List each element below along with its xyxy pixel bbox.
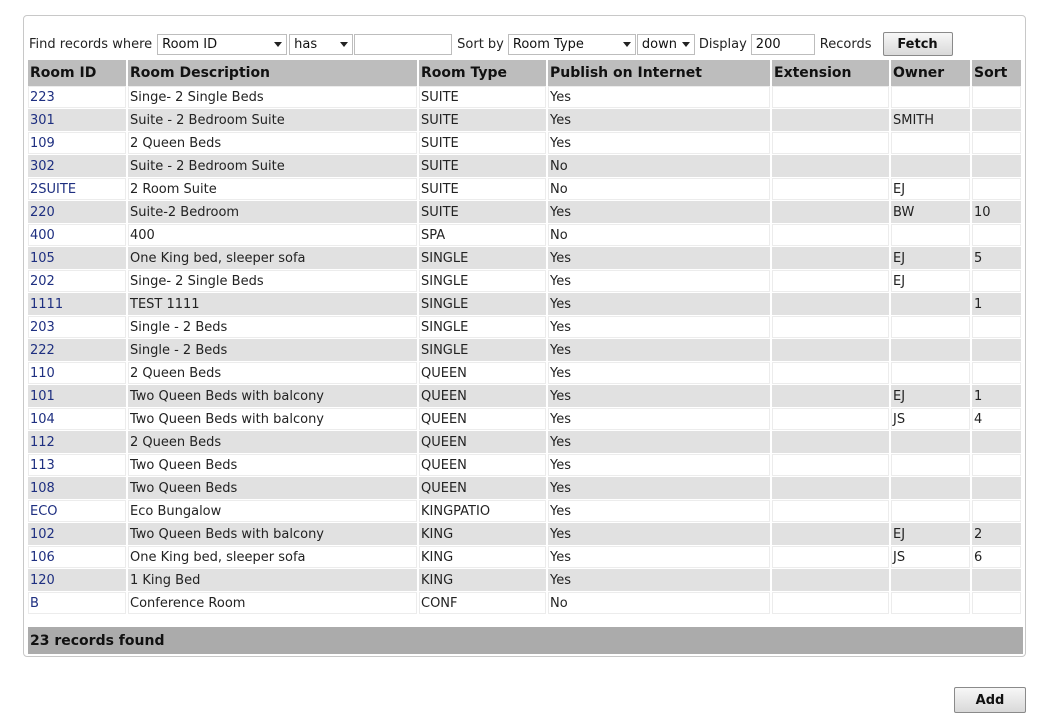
room-id-cell[interactable]: 400 bbox=[28, 224, 128, 247]
room-id-cell[interactable]: 223 bbox=[28, 86, 128, 109]
room-description-cell: 400 bbox=[128, 224, 419, 247]
sort-cell bbox=[972, 339, 1023, 362]
room-description-cell: Suite-2 Bedroom bbox=[128, 201, 419, 224]
operator-select[interactable] bbox=[289, 34, 353, 55]
table-row bbox=[28, 178, 1023, 201]
publish-on-internet-cell: No bbox=[548, 155, 772, 178]
room-id-cell[interactable]: B bbox=[28, 592, 128, 615]
room-type-cell: SINGLE bbox=[419, 339, 548, 362]
sort-cell bbox=[972, 224, 1023, 247]
room-id-cell[interactable]: 222 bbox=[28, 339, 128, 362]
table-row bbox=[28, 270, 1023, 293]
table-row bbox=[28, 109, 1023, 132]
sort-cell bbox=[972, 431, 1023, 454]
publish-on-internet-cell: No bbox=[548, 178, 772, 201]
room-description-cell: Singe- 2 Single Beds bbox=[128, 270, 419, 293]
room-type-cell: QUEEN bbox=[419, 362, 548, 385]
table-row bbox=[28, 339, 1023, 362]
column-header-extension[interactable]: Extension bbox=[772, 60, 891, 86]
extension-cell bbox=[772, 592, 891, 615]
table-row bbox=[28, 247, 1023, 270]
room-type-cell: SUITE bbox=[419, 109, 548, 132]
owner-cell: EJ bbox=[891, 523, 972, 546]
publish-on-internet-cell: Yes bbox=[548, 293, 772, 316]
sort-cell bbox=[972, 500, 1023, 523]
room-type-cell: KING bbox=[419, 569, 548, 592]
room-description-cell: 1 King Bed bbox=[128, 569, 419, 592]
table-row bbox=[28, 592, 1023, 615]
room-id-cell[interactable]: 104 bbox=[28, 408, 128, 431]
room-type-cell: QUEEN bbox=[419, 477, 548, 500]
room-type-cell: SINGLE bbox=[419, 293, 548, 316]
room-id-cell[interactable]: 1111 bbox=[28, 293, 128, 316]
owner-cell: SMITH bbox=[891, 109, 972, 132]
publish-on-internet-cell: Yes bbox=[548, 523, 772, 546]
extension-cell bbox=[772, 385, 891, 408]
publish-on-internet-cell: Yes bbox=[548, 431, 772, 454]
owner-cell bbox=[891, 86, 972, 109]
room-type-cell: KING bbox=[419, 546, 548, 569]
extension-cell bbox=[772, 500, 891, 523]
sort-direction-select[interactable] bbox=[637, 34, 695, 55]
extension-cell bbox=[772, 339, 891, 362]
extension-cell bbox=[772, 569, 891, 592]
room-description-cell: Conference Room bbox=[128, 592, 419, 615]
owner-cell: EJ bbox=[891, 178, 972, 201]
table-row bbox=[28, 546, 1023, 569]
table-row bbox=[28, 500, 1023, 523]
sort-cell bbox=[972, 155, 1023, 178]
owner-cell bbox=[891, 224, 972, 247]
owner-cell bbox=[891, 592, 972, 615]
extension-cell bbox=[772, 86, 891, 109]
chevron-down-icon bbox=[340, 42, 348, 47]
extension-cell bbox=[772, 178, 891, 201]
room-description-cell: 2 Queen Beds bbox=[128, 431, 419, 454]
fetch-button[interactable]: Fetch bbox=[883, 32, 953, 56]
room-type-cell: KINGPATIO bbox=[419, 500, 548, 523]
sort-cell: 1 bbox=[972, 385, 1023, 408]
sort-field-select[interactable] bbox=[508, 34, 636, 55]
room-type-cell: SUITE bbox=[419, 155, 548, 178]
owner-cell: EJ bbox=[891, 385, 972, 408]
rooms-table bbox=[28, 60, 1023, 615]
room-description-cell: Single - 2 Beds bbox=[128, 339, 419, 362]
room-description-cell: TEST 1111 bbox=[128, 293, 419, 316]
extension-cell bbox=[772, 477, 891, 500]
room-id-cell[interactable]: 220 bbox=[28, 201, 128, 224]
owner-cell bbox=[891, 569, 972, 592]
publish-on-internet-cell: Yes bbox=[548, 109, 772, 132]
field-select-value: Room ID bbox=[162, 36, 218, 52]
table-row bbox=[28, 155, 1023, 178]
room-description-cell: One King bed, sleeper sofa bbox=[128, 546, 419, 569]
sort-cell: 6 bbox=[972, 546, 1023, 569]
publish-on-internet-cell: Yes bbox=[548, 316, 772, 339]
publish-on-internet-cell: Yes bbox=[548, 385, 772, 408]
add-button[interactable]: Add bbox=[954, 687, 1026, 713]
extension-cell bbox=[772, 109, 891, 132]
sort-cell bbox=[972, 362, 1023, 385]
table-row bbox=[28, 86, 1023, 109]
sort-cell bbox=[972, 592, 1023, 615]
publish-on-internet-cell: Yes bbox=[548, 247, 772, 270]
publish-on-internet-cell: No bbox=[548, 592, 772, 615]
room-description-cell: 2 Room Suite bbox=[128, 178, 419, 201]
sort-cell bbox=[972, 178, 1023, 201]
display-label: Display bbox=[698, 36, 747, 52]
room-id-cell[interactable]: 108 bbox=[28, 477, 128, 500]
room-id-cell[interactable]: 2SUITE bbox=[28, 178, 128, 201]
room-id-cell[interactable]: 102 bbox=[28, 523, 128, 546]
room-description-cell: Two Queen Beds bbox=[128, 477, 419, 500]
room-id-cell[interactable]: 109 bbox=[28, 132, 128, 155]
sort-cell bbox=[972, 86, 1023, 109]
room-description-cell: 2 Queen Beds bbox=[128, 362, 419, 385]
extension-cell bbox=[772, 270, 891, 293]
table-row bbox=[28, 224, 1023, 247]
sort-cell bbox=[972, 109, 1023, 132]
publish-on-internet-cell: Yes bbox=[548, 500, 772, 523]
room-type-cell: SINGLE bbox=[419, 316, 548, 339]
owner-cell bbox=[891, 454, 972, 477]
room-type-cell: SUITE bbox=[419, 86, 548, 109]
extension-cell bbox=[772, 316, 891, 339]
room-description-cell: Singe- 2 Single Beds bbox=[128, 86, 419, 109]
room-description-cell: Two Queen Beds bbox=[128, 454, 419, 477]
table-row bbox=[28, 523, 1023, 546]
publish-on-internet-cell: No bbox=[548, 224, 772, 247]
sort-cell bbox=[972, 270, 1023, 293]
sort-cell bbox=[972, 454, 1023, 477]
owner-cell bbox=[891, 500, 972, 523]
owner-cell bbox=[891, 155, 972, 178]
chevron-down-icon bbox=[682, 42, 690, 47]
table-row bbox=[28, 454, 1023, 477]
room-description-cell: Two Queen Beds with balcony bbox=[128, 408, 419, 431]
extension-cell bbox=[772, 132, 891, 155]
publish-on-internet-cell: Yes bbox=[548, 477, 772, 500]
owner-cell: BW bbox=[891, 201, 972, 224]
room-id-cell[interactable]: 101 bbox=[28, 385, 128, 408]
sort-cell bbox=[972, 132, 1023, 155]
chevron-down-icon bbox=[274, 42, 282, 47]
column-header-owner[interactable]: Owner bbox=[891, 60, 972, 86]
sort-label: Sort by bbox=[457, 36, 504, 52]
sort-cell bbox=[972, 569, 1023, 592]
extension-cell bbox=[772, 523, 891, 546]
table-row bbox=[28, 316, 1023, 339]
table-row bbox=[28, 362, 1023, 385]
publish-on-internet-cell: Yes bbox=[548, 408, 772, 431]
room-id-cell[interactable]: 203 bbox=[28, 316, 128, 339]
owner-cell bbox=[891, 339, 972, 362]
extension-cell bbox=[772, 293, 891, 316]
room-id-cell[interactable]: 202 bbox=[28, 270, 128, 293]
table-row bbox=[28, 569, 1023, 592]
sort-cell: 4 bbox=[972, 408, 1023, 431]
table-row bbox=[28, 408, 1023, 431]
sort-cell: 10 bbox=[972, 201, 1023, 224]
room-description-cell: Two Queen Beds with balcony bbox=[128, 523, 419, 546]
table-row bbox=[28, 201, 1023, 224]
room-type-cell: SUITE bbox=[419, 132, 548, 155]
room-type-cell: QUEEN bbox=[419, 431, 548, 454]
sort-cell: 1 bbox=[972, 293, 1023, 316]
table-header-row bbox=[28, 60, 1023, 86]
publish-on-internet-cell: Yes bbox=[548, 454, 772, 477]
room-description-cell: One King bed, sleeper sofa bbox=[128, 247, 419, 270]
extension-cell bbox=[772, 454, 891, 477]
table-row bbox=[28, 293, 1023, 316]
room-id-cell[interactable]: 302 bbox=[28, 155, 128, 178]
room-description-cell: Single - 2 Beds bbox=[128, 316, 419, 339]
operator-select-value: has bbox=[294, 36, 318, 52]
room-id-cell[interactable]: 105 bbox=[28, 247, 128, 270]
room-description-cell: Suite - 2 Bedroom Suite bbox=[128, 155, 419, 178]
room-type-cell: CONF bbox=[419, 592, 548, 615]
room-id-cell[interactable]: 112 bbox=[28, 431, 128, 454]
room-type-cell: QUEEN bbox=[419, 385, 548, 408]
room-type-cell: SINGLE bbox=[419, 247, 548, 270]
sort-direction-value: down bbox=[641, 36, 677, 52]
records-count: 23 records found bbox=[28, 627, 1023, 654]
sort-cell bbox=[972, 316, 1023, 339]
room-type-cell: QUEEN bbox=[419, 408, 548, 431]
room-id-cell[interactable]: 106 bbox=[28, 546, 128, 569]
table-row bbox=[28, 477, 1023, 500]
column-header-room-description[interactable]: Room Description bbox=[128, 60, 419, 86]
extension-cell bbox=[772, 362, 891, 385]
publish-on-internet-cell: Yes bbox=[548, 270, 772, 293]
room-type-cell: SUITE bbox=[419, 201, 548, 224]
sort-cell: 2 bbox=[972, 523, 1023, 546]
extension-cell bbox=[772, 155, 891, 178]
column-header-room-type[interactable]: Room Type bbox=[419, 60, 548, 86]
chevron-down-icon bbox=[623, 42, 631, 47]
sort-cell bbox=[972, 477, 1023, 500]
room-description-cell: 2 Queen Beds bbox=[128, 132, 419, 155]
extension-cell bbox=[772, 408, 891, 431]
field-select[interactable] bbox=[157, 34, 287, 55]
sort-cell: 5 bbox=[972, 247, 1023, 270]
owner-cell: JS bbox=[891, 408, 972, 431]
extension-cell bbox=[772, 224, 891, 247]
sort-field-value: Room Type bbox=[512, 36, 584, 52]
publish-on-internet-cell: Yes bbox=[548, 339, 772, 362]
records-panel bbox=[23, 15, 1026, 657]
find-label: Find records where bbox=[29, 36, 153, 52]
room-type-cell: SPA bbox=[419, 224, 548, 247]
room-description-cell: Eco Bungalow bbox=[128, 500, 419, 523]
publish-on-internet-cell: Yes bbox=[548, 86, 772, 109]
room-type-cell: SUITE bbox=[419, 178, 548, 201]
owner-cell bbox=[891, 293, 972, 316]
table-row bbox=[28, 431, 1023, 454]
display-count-input[interactable]: 200 bbox=[751, 34, 815, 55]
room-description-cell: Suite - 2 Bedroom Suite bbox=[128, 109, 419, 132]
search-input[interactable] bbox=[354, 34, 452, 55]
room-id-cell[interactable]: 120 bbox=[28, 569, 128, 592]
extension-cell bbox=[772, 247, 891, 270]
owner-cell bbox=[891, 477, 972, 500]
column-header-publish[interactable]: Publish on Internet bbox=[548, 60, 772, 86]
column-header-room-id[interactable]: Room ID bbox=[28, 60, 128, 86]
room-type-cell: SINGLE bbox=[419, 270, 548, 293]
room-description-cell: Two Queen Beds with balcony bbox=[128, 385, 419, 408]
room-type-cell: QUEEN bbox=[419, 454, 548, 477]
column-header-sort[interactable]: Sort bbox=[972, 60, 1023, 86]
room-id-cell[interactable]: 113 bbox=[28, 454, 128, 477]
room-id-cell[interactable]: 110 bbox=[28, 362, 128, 385]
table-row bbox=[28, 385, 1023, 408]
owner-cell: JS bbox=[891, 546, 972, 569]
publish-on-internet-cell: Yes bbox=[548, 546, 772, 569]
publish-on-internet-cell: Yes bbox=[548, 132, 772, 155]
extension-cell bbox=[772, 431, 891, 454]
owner-cell: EJ bbox=[891, 270, 972, 293]
room-id-cell[interactable]: ECO bbox=[28, 500, 128, 523]
table-row bbox=[28, 132, 1023, 155]
records-label: Records bbox=[819, 36, 872, 52]
publish-on-internet-cell: Yes bbox=[548, 362, 772, 385]
publish-on-internet-cell: Yes bbox=[548, 201, 772, 224]
owner-cell bbox=[891, 431, 972, 454]
owner-cell bbox=[891, 362, 972, 385]
filter-bar bbox=[29, 32, 1020, 56]
extension-cell bbox=[772, 201, 891, 224]
extension-cell bbox=[772, 546, 891, 569]
room-id-cell[interactable]: 301 bbox=[28, 109, 128, 132]
owner-cell bbox=[891, 316, 972, 339]
owner-cell bbox=[891, 132, 972, 155]
owner-cell: EJ bbox=[891, 247, 972, 270]
publish-on-internet-cell: Yes bbox=[548, 569, 772, 592]
room-type-cell: KING bbox=[419, 523, 548, 546]
